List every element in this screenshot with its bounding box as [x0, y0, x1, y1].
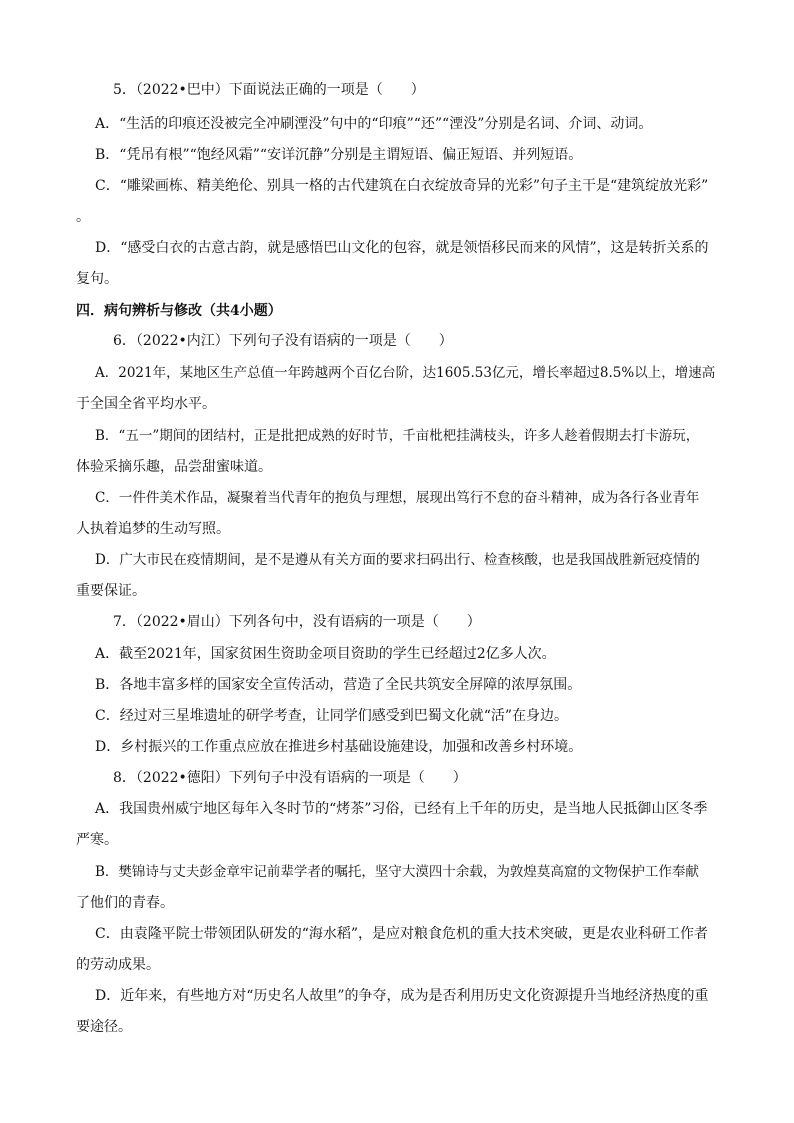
question-8-option-b-line2: 了他们的青春。: [76, 895, 174, 911]
question-7-option-b: B．各地丰富多样的国家安全宣传活动，营造了全民共筑安全屏障的浓厚氛围。: [95, 677, 582, 693]
question-6-option-a-line2: 于全国全省平均水平。: [76, 396, 216, 412]
question-7-option-d: D．乡村振兴的工作重点应放在推进乡村基础设施建设，加强和改善乡村环境。: [95, 739, 583, 755]
question-7-option-c: C．经过对三星堆遗址的研学考查，让同学们感受到巴蜀文化就“活”在身边。: [95, 708, 569, 724]
question-6-option-c-line2: 人执着追梦的生动写照。: [76, 521, 230, 537]
question-7-stem: 7．（2022•眉山）下列各句中，没有语病的一项是（ ）: [113, 614, 481, 630]
question-8-option-a-line2: 严寒。: [76, 832, 118, 848]
question-6-stem: 6．（2022•内江）下列句子没有语病的一项是（ ）: [113, 333, 453, 349]
question-5-option-c-line2: 。: [76, 209, 90, 225]
question-6-option-b-line2: 体验采摘乐趣，品尝甜蜜味道。: [76, 459, 272, 475]
question-6-option-b-line1: B．“五一”期间的团结村，正是批把成熟的好时节，千亩枇杷挂满枝头，许多人趁着假期去打卡游玩，: [95, 428, 700, 444]
question-5-stem: 5．（2022•巴中）下面说法正确的一项是（ ）: [113, 82, 425, 98]
question-5-option-d-line1: D．“感受白衣的古意古韵，就是感悟巴山文化的包容，就是领悟移民而来的风情”，这是转折关系的: [95, 240, 709, 256]
question-6-option-d-line2: 重要保证。: [76, 583, 146, 599]
question-7-option-a: A．截至2021年，国家贫困生资助金项目资助的学生已经超过2亿多人次。: [95, 646, 556, 662]
question-5-option-c-line1: C．“雕梁画栋、精美绝伦、别具一格的古代建筑在白衣绽放奇异的光彩”句子主干是“建筑绽放光彩”: [95, 178, 709, 194]
question-5-option-b: B．“凭吊有根”“饱经风霜”“安详沉静”分别是主谓短语、偏正短语、并列短语。: [95, 147, 583, 163]
question-8-option-b-line1: B．樊锦诗与丈夫彭金章牢记前辈学者的嘱托，坚守大漠四十余载，为敦煌莫高窟的文物保护工作奉献: [95, 864, 699, 880]
question-8-option-d-line1: D．近年来，有些地方对“历史名人故里”的争夺，成为是否利用历史文化资源提升当地经济热度的重: [95, 988, 709, 1004]
question-5-option-a: A．“生活的印痕还没被完全冲刷湮没”句中的“印痕”“还”“湮没”分别是名词、介词、动词。: [95, 116, 653, 132]
question-6-option-a-line1: A．2021年，某地区生产总值一年跨越两个百亿台阶，达1605.53亿元，增长率超过8.5%以上，增速高: [95, 365, 716, 381]
question-6-option-c-line1: C．一件件美术作品，凝聚着当代青年的抱负与理想，展现出笃行不怠的奋斗精神，成为各行各业青年: [95, 490, 700, 506]
question-8-option-c-line1: C．由袁隆平院士带领团队研发的“海水稻”，是应对粮食危机的重大技术突破，更是农业科研工作者: [95, 926, 709, 942]
question-8-stem: 8．（2022•德阳）下列句子中没有语病的一项是（ ）: [113, 770, 467, 786]
question-5-option-d-line2: 复句。: [76, 271, 118, 287]
question-8-option-a-line1: A．我国贵州威宁地区每年入冬时节的“烤茶”习俗，已经有上千年的历史，是当地人民抵御山区冬季: [95, 801, 708, 817]
question-6-option-d-line1: D．广大市民在疫情期间，是不是遵从有关方面的要求扫码出行、检查核酸，也是我国战胜新冠疫情的: [95, 552, 700, 568]
question-8-option-c-line2: 的劳动成果。: [76, 957, 160, 973]
section-4-title: 四．病句辨析与修改（共4小题）: [76, 303, 282, 319]
question-8-option-d-line2: 要途径。: [76, 1019, 132, 1035]
